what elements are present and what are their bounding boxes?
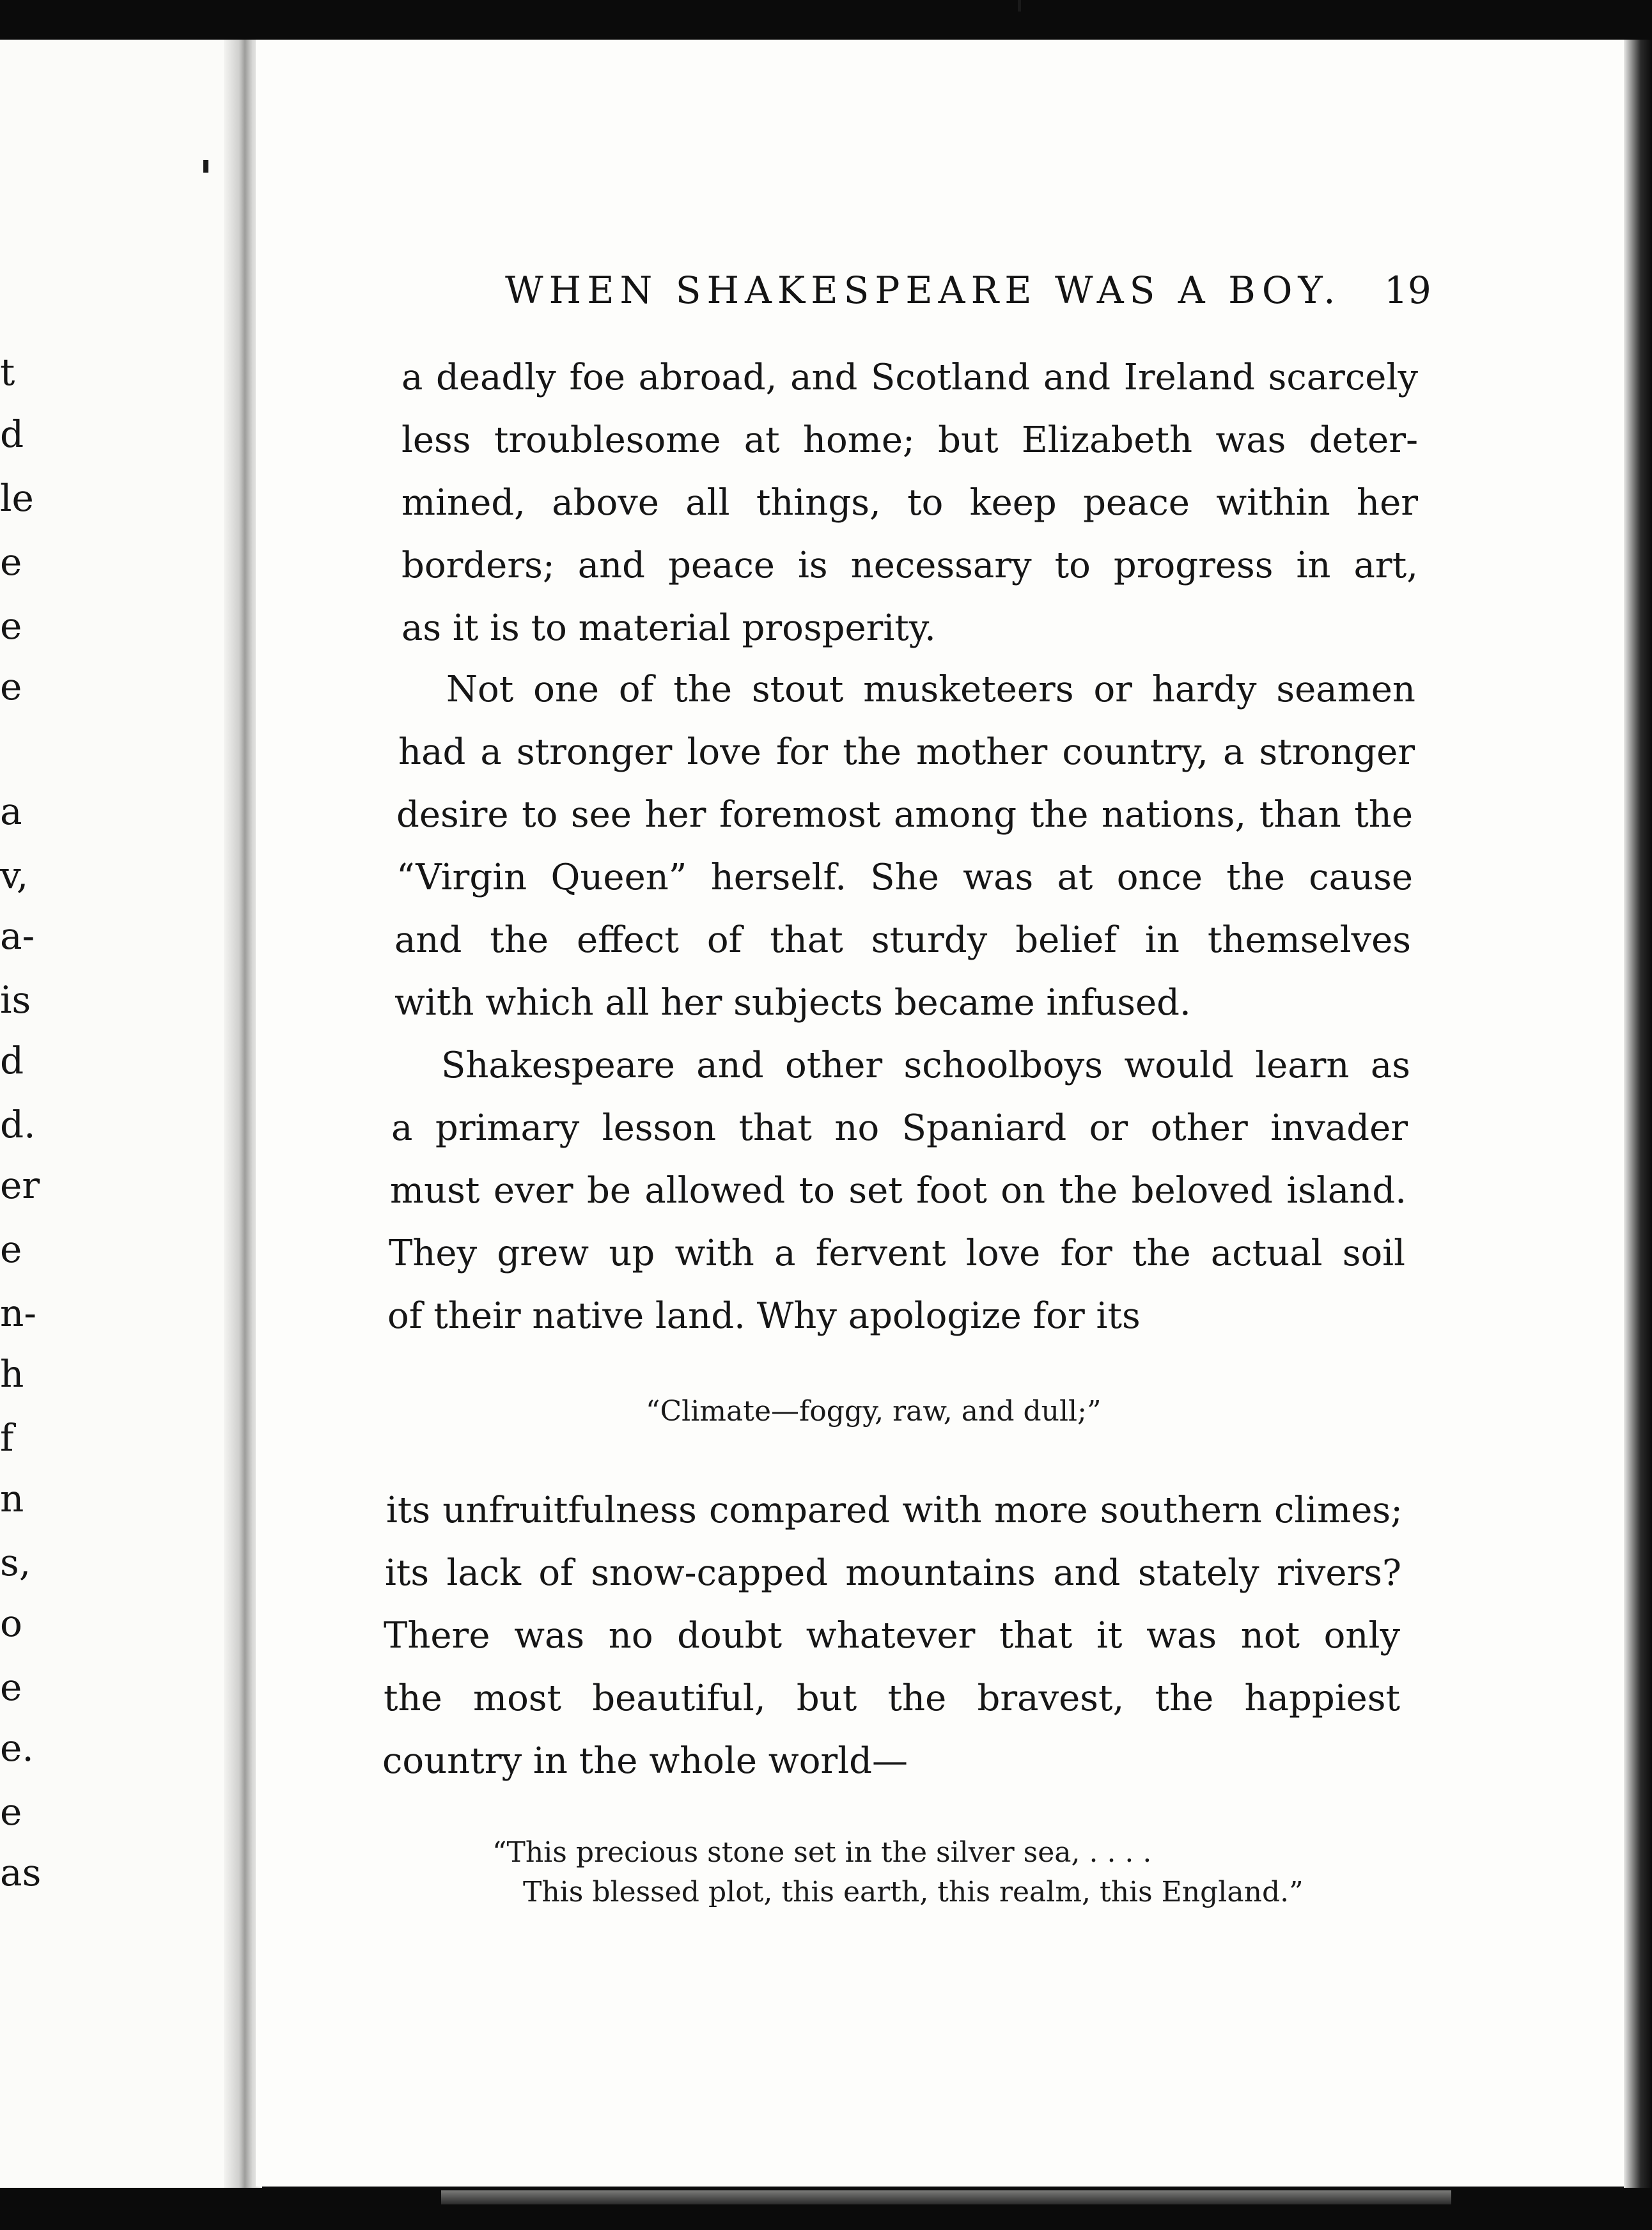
- text-line: a primary lesson that no Spaniard or other invader: [391, 1107, 1408, 1149]
- left-fragment: n: [0, 1477, 24, 1520]
- text-line: a deadly foe abroad, and Scotland and Ireland scarcely: [401, 357, 1418, 398]
- text-line: There was no doubt whatever that it was not only: [384, 1615, 1400, 1657]
- left-fragment: le: [0, 476, 34, 520]
- text-line: country in the whole world—: [382, 1740, 908, 1782]
- text-line: borders; and peace is necessary to progress in art,: [401, 545, 1418, 586]
- left-fragment: h: [0, 1352, 24, 1396]
- left-fragment: d: [0, 1039, 24, 1082]
- running-head: WHEN SHAKESPEARE WAS A BOY.: [505, 269, 1341, 312]
- left-fragment: a: [0, 790, 22, 833]
- verse-line: This blessed plot, this earth, this realm, this England.”: [523, 1876, 1304, 1908]
- left-fragment: e: [0, 1228, 22, 1271]
- page-edge-right: [1624, 40, 1652, 2188]
- text-line: as it is to material prosperity.: [401, 607, 936, 649]
- left-fragment: t: [0, 350, 15, 394]
- left-fragment: er: [0, 1164, 40, 1207]
- text-line: mined, above all things, to keep peace within her: [401, 482, 1418, 524]
- text-line: Shakespeare and other schoolboys would learn as: [441, 1045, 1410, 1086]
- left-fragment: is: [0, 978, 31, 1022]
- left-fragment: o: [0, 1602, 22, 1645]
- text-line: and the effect of that sturdy belief in themselves: [394, 919, 1411, 961]
- left-fragment: e: [0, 1665, 22, 1709]
- left-fragment: d.: [0, 1103, 36, 1146]
- page-edge-bottom: [441, 2190, 1451, 2204]
- text-line: its lack of snow-capped mountains and stately rivers?: [385, 1552, 1401, 1594]
- text-line: “Virgin Queen” herself. She was at once the cause: [396, 857, 1413, 898]
- text-line: of their native land. Why apologize for its: [387, 1295, 1141, 1337]
- text-line: must ever be allowed to set foot on the beloved island.: [390, 1170, 1407, 1212]
- text-line: desire to see her foremost among the nations, than the: [396, 794, 1413, 836]
- left-fragment: as: [0, 1851, 42, 1894]
- left-fragment: e: [0, 540, 22, 584]
- left-fragment: e: [0, 604, 22, 648]
- text-line: with which all her subjects became infused.: [394, 982, 1191, 1024]
- left-fragment: e.: [0, 1726, 34, 1770]
- text-line: had a stronger love for the mother country, a stronger: [398, 731, 1415, 773]
- left-fragment: s,: [0, 1541, 31, 1584]
- left-fragment: n-: [0, 1291, 36, 1335]
- text-line: its unfruitfulness compared with more southern climes;: [386, 1490, 1403, 1531]
- left-fragment: d: [0, 412, 24, 456]
- page-number: 19: [1384, 269, 1431, 312]
- left-fragment: e: [0, 665, 22, 708]
- ink-speck: [1018, 0, 1021, 12]
- left-fragment: v,: [0, 854, 29, 897]
- text-line: They grew up with a fervent love for the actual soil: [389, 1233, 1405, 1274]
- left-fragment: e: [0, 1790, 22, 1834]
- ink-speck: [203, 160, 208, 173]
- verse-quote: “Climate—foggy, raw, and dull;”: [646, 1395, 1102, 1428]
- text-line: less troublesome at home; but Elizabeth was deter-: [401, 419, 1418, 461]
- verse-line: “This precious stone set in the silver sea, . . . .: [492, 1836, 1152, 1869]
- left-fragment: a-: [0, 914, 35, 958]
- text-line: Not one of the stout musketeers or hardy seamen: [446, 669, 1415, 710]
- left-fragment: f: [0, 1416, 14, 1460]
- text-line: the most beautiful, but the bravest, the happiest: [384, 1678, 1400, 1719]
